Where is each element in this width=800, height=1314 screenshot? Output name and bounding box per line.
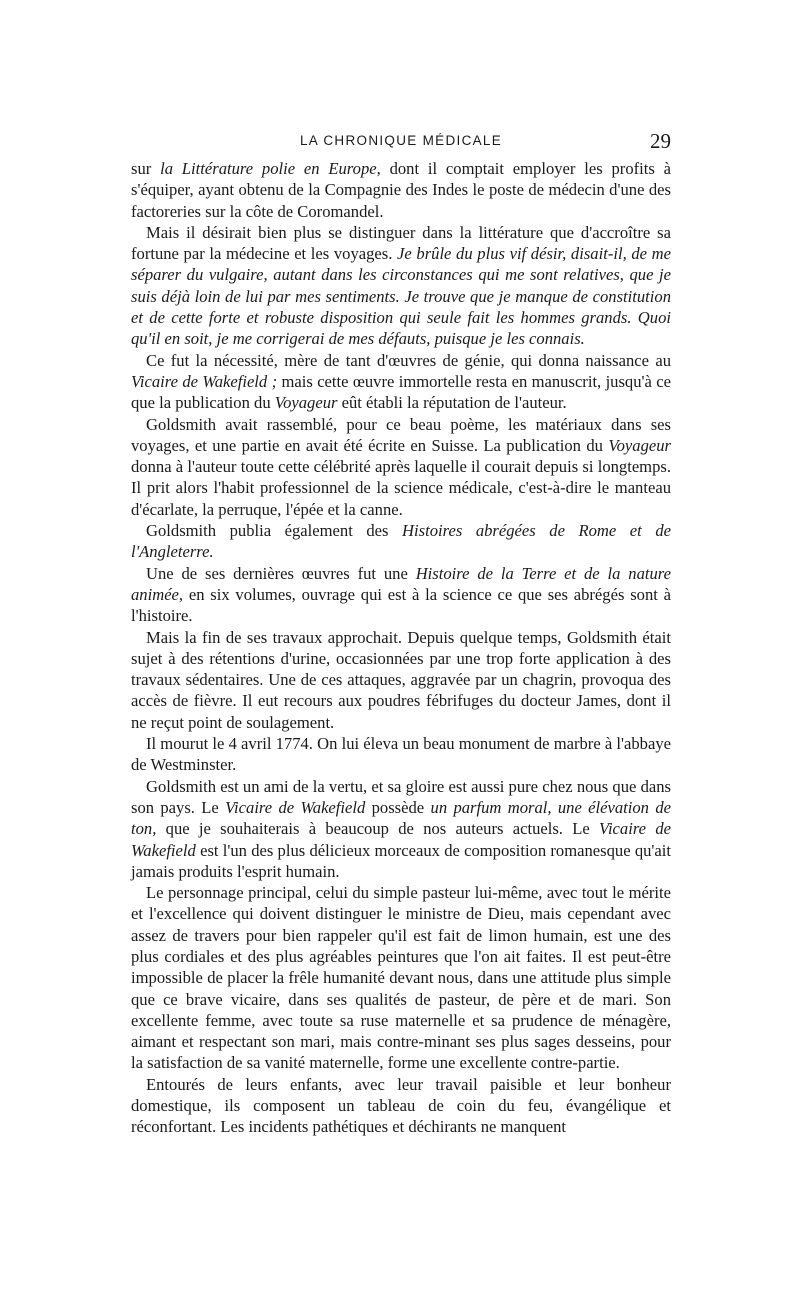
italic-text: Je brûle du plus vif désir, disait-il, de me séparer du vulgaire, autant dans les circonstances qui me sont relatives, que je suis déjà loin de lui par mes sentiments. Je trouve que je manque de constitution et de cette forte et robuste disposition qui seule fait les hommes grands. Quoi qu'il en soit, je me corrigerai de mes défauts, puisque je les connais.	[131, 244, 671, 349]
italic-text: Vicaire de Wakefield ;	[131, 371, 278, 391]
text-segment: mais cette œuvre immortelle resta en manuscrit, jusqu'à ce que la publication du	[131, 371, 671, 413]
italic-text: la Littérature polie en Europe	[160, 159, 377, 178]
text-segment: , dont il comptait employer les profits à s'équiper, ayant obtenu de la Compagnie des Indes le poste de médecin d'une des factoreries sur la côte de Coromandel.	[131, 159, 671, 221]
paragraph	[131, 158, 671, 222]
page-header	[131, 130, 671, 156]
text-segment: Mais la fin de ses travaux approchait. Depuis quelque temps, Goldsmith était sujet à des rétentions d'urine, occasionnées par une trop forte application à des travaux sédentaires. Une de ces attaques, aggravée par un chagrin, provoqua des accès de fièvre. Il eut recours aux poudres fébrifuges du docteur James, dont il ne reçut point de soulagement.	[131, 627, 671, 732]
running-title: LA CHRONIQUE MÉDICALE	[299, 133, 503, 148]
text-segment: eût établi la réputation de l'auteur.	[337, 393, 567, 413]
text-segment: , en six volumes, ouvrage qui est à la science ce que ses abrégés sont à l'histoire.	[131, 584, 671, 626]
text-segment: possède	[365, 797, 431, 817]
text-segment: Goldsmith est un ami de la vertu, et sa gloire est aussi pure chez nous que dans son pays. Le	[131, 776, 671, 817]
text-segment: Il mourut le 4 avril 1774. On lui éleva un beau monument de marbre à l'abbaye de Westminster.	[131, 734, 671, 775]
italic-text: Histoire de la Terre et de la nature animée	[131, 563, 671, 604]
paragraph	[131, 1074, 671, 1138]
text-segment: sur	[131, 159, 161, 178]
italic-text: Histoires abrégées de Rome et de l'Angleterre.	[131, 521, 671, 562]
paragraph	[131, 520, 671, 563]
italic-text: Vicaire de Wakefield	[225, 797, 366, 817]
text-segment: Ce fut la nécessité, mère de tant d'œuvres de génie, qui donna naissance au	[146, 350, 671, 370]
paragraph	[131, 627, 671, 733]
page-number: 29	[650, 129, 671, 153]
text-segment: Une de ses dernières œuvres fut une	[146, 563, 416, 583]
text-segment: Goldsmith avait rassemblé, pour ce beau poème, les matériaux dans ses voyages, et une partie en avait été écrite en Suisse. La publication du	[131, 414, 671, 455]
paragraph	[131, 222, 671, 350]
italic-text: Voyageur	[608, 435, 671, 455]
text-segment: est l'un des plus délicieux morceaux de composition romanesque qu'ait jamais produits l'esprit humain.	[131, 840, 671, 881]
text-segment: Le personnage principal, celui du simple pasteur lui-même, avec tout le mérite et l'excellence qui doivent distinguer le ministre de Dieu, mais cependant avec assez de travers pour bien rappeler qu'il est fait de limon humain, est une des plus cordiales et des plus agréables peintures que l'on ait faites. Il est peut-être impossible de placer la frêle humanité devant nous, dans une attitude plus simple que ce brave vicaire, dans ses qualités de pasteur, de père et de mari. Son excellente femme, avec toute sa ruse maternelle et sa prudence de ménagère, aimant et respectant son mari, mais contre-minant ses plus sages desseins, pour la satisfaction de sa vanité maternelle, forme une excellente contre-partie.	[131, 883, 671, 1073]
body-text	[131, 158, 671, 1138]
text-segment: Mais il désirait bien plus se distinguer dans la littérature que d'accroître sa fortune par la médecine et les voyages.	[131, 222, 671, 264]
italic-text: Vicaire de Wakefield	[131, 819, 671, 860]
paragraph	[131, 350, 671, 414]
text-segment: Goldsmith publia également des	[146, 521, 403, 541]
italic-text: un parfum moral, une élévation de ton,	[131, 797, 671, 839]
paragraph	[131, 414, 671, 520]
italic-text: Voyageur	[274, 393, 338, 413]
paragraph	[131, 882, 671, 1074]
text-segment: donna à l'auteur toute cette célébrité après laquelle il courait depuis si longtemps. Il prit alors l'habit professionnel de la science médicale, c'est-à-dire le manteau d'écarlate, la perruque, l'épée et la canne.	[131, 457, 671, 519]
text-segment: Entourés de leurs enfants, avec leur travail paisible et leur bonheur domestique, ils composent un tableau de coin du feu, évangélique et réconfortant. Les incidents pathétiques et déchirants ne manquent	[131, 1074, 671, 1137]
paragraph	[131, 776, 671, 882]
paragraph	[131, 563, 671, 627]
paragraph	[131, 733, 671, 776]
text-segment: que je souhaiterais à beaucoup de nos auteurs actuels. Le	[156, 819, 600, 839]
